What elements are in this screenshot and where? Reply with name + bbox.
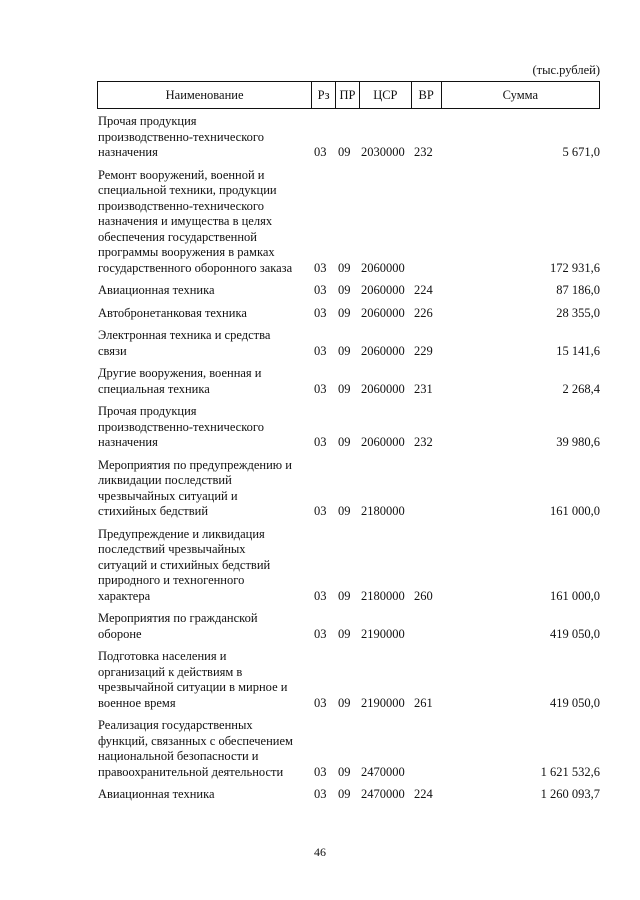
row-pr: 09 (338, 695, 351, 710)
budget-table (97, 81, 600, 803)
row-pr: 09 (338, 504, 351, 518)
row-pr: 09 (338, 145, 351, 159)
table-row (97, 527, 600, 605)
row-sum: 172 931,6 (550, 260, 600, 275)
row-name: Прочая продукция производственно-технического назначения (98, 114, 264, 159)
row-csr: 2180000 (361, 588, 405, 603)
row-vr: 226 (414, 305, 433, 320)
row-csr: 2060000 (361, 343, 405, 358)
row-vr: 229 (414, 343, 433, 358)
table-row (97, 366, 600, 397)
row-vr: 224 (414, 283, 433, 297)
row-sum: 2 268,4 (562, 381, 600, 396)
row-pr: 09 (338, 626, 351, 641)
table-row (97, 718, 600, 780)
row-csr: 2470000 (361, 787, 405, 801)
table-row (97, 283, 600, 299)
row-rz: 03 (314, 260, 327, 275)
row-pr: 09 (338, 764, 351, 779)
row-vr: 232 (414, 435, 433, 449)
row-rz: 03 (314, 764, 327, 779)
row-sum: 1 621 532,6 (540, 764, 600, 779)
row-pr: 09 (338, 435, 351, 449)
table-row (97, 328, 600, 359)
row-sum: 15 141,6 (556, 343, 600, 358)
row-csr: 2190000 (361, 695, 405, 710)
row-name: Автобронетанковая техника (98, 305, 247, 320)
row-csr: 2060000 (361, 260, 405, 275)
row-sum: 161 000,0 (550, 504, 600, 518)
row-name: Ремонт вооружений, военной и специальной техники, продукции производственно-технического назначения и имущества в целях обеспечения государственной программы вооружения в рамках государственного оборонного заказа (98, 167, 293, 275)
row-csr: 2060000 (361, 283, 405, 297)
row-rz: 03 (314, 305, 327, 320)
table-header (97, 81, 600, 109)
page-number: 46 (314, 845, 326, 859)
row-rz: 03 (314, 695, 327, 710)
row-rz: 03 (314, 435, 327, 449)
header-rz: Рз (312, 82, 336, 108)
row-csr: 2030000 (361, 145, 405, 159)
row-csr: 2180000 (361, 504, 405, 518)
row-rz: 03 (314, 145, 327, 159)
row-vr: 260 (414, 588, 433, 603)
row-rz: 03 (314, 283, 327, 297)
row-pr: 09 (338, 343, 351, 358)
row-name: Авиационная техника (98, 787, 215, 801)
row-csr: 2060000 (361, 305, 405, 320)
row-csr: 2060000 (361, 435, 405, 449)
header-sum: Сумма (502, 87, 539, 102)
row-sum: 39 980,6 (556, 435, 600, 449)
table-row (97, 404, 600, 451)
row-csr: 2190000 (361, 626, 405, 641)
row-name: Электронная техника и средства связи (98, 328, 271, 358)
header-pr: ПР (336, 82, 360, 108)
row-csr: 2060000 (361, 381, 405, 396)
row-pr: 09 (338, 381, 351, 396)
row-sum: 419 050,0 (550, 695, 600, 710)
row-sum: 161 000,0 (550, 588, 600, 603)
row-pr: 09 (338, 588, 351, 603)
table-row (97, 787, 600, 803)
row-sum: 87 186,0 (556, 283, 600, 297)
row-pr: 09 (338, 260, 351, 275)
table-row (97, 168, 600, 277)
header-vr: ВР (412, 82, 442, 108)
row-sum: 28 355,0 (556, 305, 600, 320)
row-rz: 03 (314, 787, 327, 801)
row-pr: 09 (338, 787, 351, 801)
table-row (97, 649, 600, 711)
table-row (97, 611, 600, 642)
table-row (97, 114, 600, 161)
row-vr: 261 (414, 695, 433, 710)
row-pr: 09 (338, 283, 351, 297)
row-name: Прочая продукция производственно-технического назначения (98, 404, 264, 449)
table-row (97, 306, 600, 322)
row-name: Предупреждение и ликвидация последствий чрезвычайных ситуаций и стихийных бедствий природного и техногенного характера (98, 526, 271, 603)
row-rz: 03 (314, 626, 327, 641)
row-name: Реализация государственных функций, связанных с обеспечением национальной безопасности и правоохранительной деятельности (98, 718, 293, 779)
row-sum: 1 260 093,7 (540, 787, 600, 801)
units-label: (тыс.рублей) (532, 63, 600, 77)
row-sum: 419 050,0 (550, 626, 600, 641)
header-name: Наименование (98, 82, 312, 108)
row-name: Авиационная техника (98, 283, 215, 297)
row-rz: 03 (314, 381, 327, 396)
row-name: Другие вооружения, военная и специальная техника (98, 366, 262, 396)
row-pr: 09 (338, 305, 351, 320)
row-vr: 224 (414, 787, 433, 801)
table-body (97, 114, 600, 803)
row-name: Мероприятия по гражданской обороне (98, 611, 258, 641)
table-row (97, 458, 600, 520)
row-rz: 03 (314, 343, 327, 358)
row-rz: 03 (314, 504, 327, 518)
row-rz: 03 (314, 588, 327, 603)
header-csr: ЦСР (360, 82, 412, 108)
row-vr: 232 (414, 145, 433, 159)
row-name: Подготовка населения и организаций к действиям в чрезвычайной ситуации в мирное и военное время (98, 649, 288, 710)
row-vr: 231 (414, 381, 433, 396)
row-csr: 2470000 (361, 764, 405, 779)
row-sum: 5 671,0 (562, 145, 600, 159)
row-name: Мероприятия по предупреждению и ликвидации последствий чрезвычайных ситуаций и стихийных бедствий (98, 457, 292, 518)
